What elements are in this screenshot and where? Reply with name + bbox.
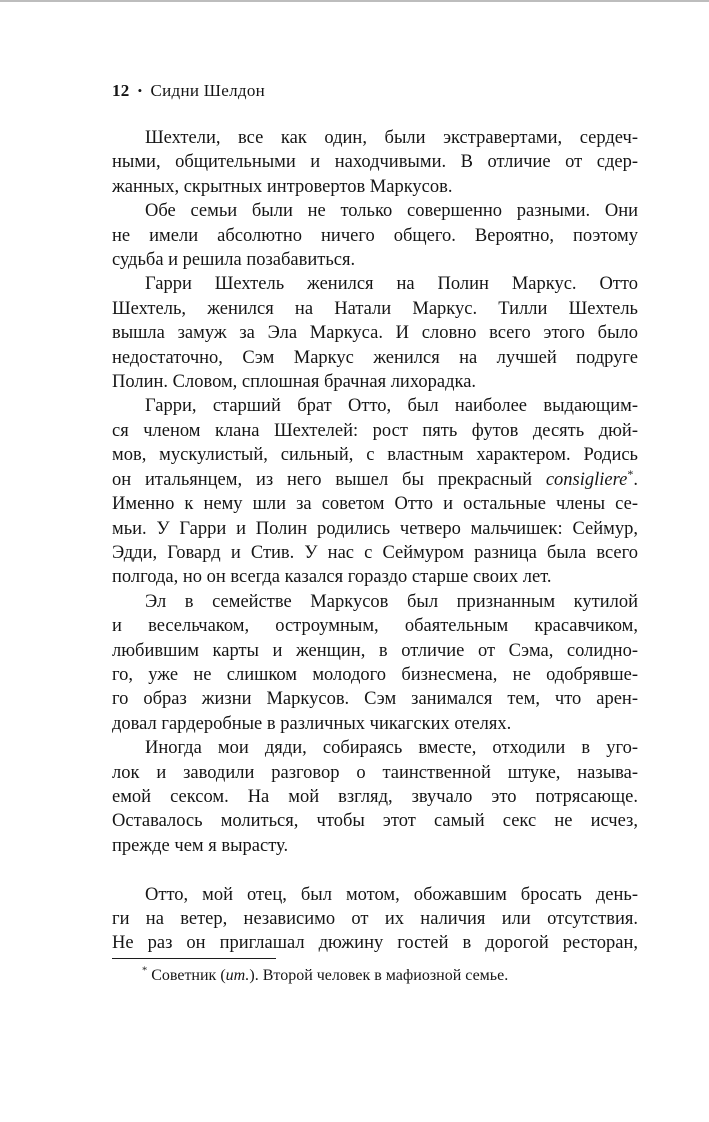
page-number: 12 — [112, 81, 130, 100]
text-line: мов, мускулистый, сильный, с властным характером. Родись — [112, 445, 638, 466]
text-line: емой сексом. На мой взгляд, звучало это потрясающе. — [112, 786, 638, 807]
footnote — [112, 966, 638, 986]
text-line: не имели абсолютно ничего общего. Вероятно, поэтому — [112, 225, 638, 246]
footnote-text: Советник ( — [147, 967, 226, 984]
text-line: Именно к нему шли за советом Отто и остальные члены се- — [112, 494, 638, 515]
text-line: го образ жизни Маркусов. Сэм занимался тем, что арен- — [112, 689, 638, 710]
text-line: прежде чем я вырасту. — [112, 835, 289, 856]
text-line: недостаточно, Сэм Маркус женился на лучшей подруге — [112, 347, 638, 368]
text-line: Эдди, Говард и Стив. У нас с Сеймуром разница была всего — [112, 542, 638, 563]
text-line: Оставалось молиться, чтобы этот самый секс не исчез, — [112, 811, 638, 832]
text-line-with-italic — [112, 468, 638, 492]
text-segment: он итальянцем, из него вышел бы прекрасный — [112, 469, 532, 490]
text-segment: . — [633, 469, 639, 490]
text-line: Эл в семействе Маркусов был признанным кутилой — [145, 591, 638, 612]
footnote-area — [112, 958, 638, 986]
text-line: го, уже не слишком молодого бизнесмена, не одобрявше- — [112, 664, 638, 685]
text-line: полгода, но он всегда казался гораздо старше своих лет. — [112, 567, 552, 588]
text-line: довал гардеробные в различных чикагских отелях. — [112, 713, 512, 734]
text-line: Гарри Шехтель женился на Полин Маркус. Отто — [145, 274, 638, 295]
footnote-italic: ит. — [225, 967, 250, 984]
paragraph — [112, 272, 638, 394]
running-head — [112, 81, 265, 101]
footnote-text: ). Второй человек в мафиозной семье. — [249, 967, 509, 984]
text-line: Иногда мои дяди, собираясь вместе, отходили в уго- — [145, 738, 638, 759]
text-line: вышла замуж за Эла Маркуса. И словно всего этого было — [112, 323, 638, 344]
text-line: любившим карты и женщин, в отличие от Сэма, солидно- — [112, 640, 638, 661]
paragraph — [112, 883, 638, 956]
text-line: и весельчаком, остроумным, обаятельным красавчиком, — [112, 616, 638, 637]
text-line: Обе семьи были не только совершенно разными. Они — [145, 201, 638, 222]
text-line: жанных, скрытных интровертов Маркусов. — [112, 176, 453, 197]
author-name: Сидни Шелдон — [150, 81, 266, 100]
separator-bullet: • — [137, 83, 143, 98]
text-line: лок и заводили разговор о таинственной штуке, называ- — [112, 762, 638, 783]
text-line: ги на ветер, независимо от их наличия или отсутствия. — [112, 908, 638, 929]
consigliere-italic: consigliere — [532, 469, 628, 490]
body-text — [112, 126, 638, 956]
text-line: судьба и решила позабавиться. — [112, 250, 356, 271]
paragraph — [112, 590, 638, 736]
footnote-rule — [112, 958, 276, 959]
footnote-marker: * — [142, 965, 148, 977]
paragraph — [112, 199, 638, 272]
paragraph — [112, 126, 638, 199]
footnote-reference-marker: * — [627, 466, 634, 481]
text-line: Полин. Словом, сплошная брачная лихорадка. — [112, 372, 477, 393]
paragraph — [112, 736, 638, 858]
text-line: Гарри, старший брат Отто, был наиболее выдающим- — [145, 396, 638, 417]
text-line: ными, общительными и находчивыми. В отличие от сдер- — [112, 152, 638, 173]
text-line: Отто, мой отец, был мотом, обожавшим бросать день- — [145, 884, 638, 905]
text-line: Шехтели, все как один, были экстравертами, сердеч- — [145, 128, 638, 148]
text-line: Шехтель, женился на Натали Маркус. Тилли Шехтель — [112, 298, 638, 319]
paragraph — [112, 394, 638, 589]
text-line: ся членом клана Шехтелей: рост пять футов десять дюй- — [112, 420, 638, 441]
text-line: мьи. У Гарри и Полин родились четверо мальчишек: Сеймур, — [112, 518, 638, 539]
text-line: Не раз он приглашал дюжину гостей в дорогой ресторан, — [112, 933, 638, 954]
